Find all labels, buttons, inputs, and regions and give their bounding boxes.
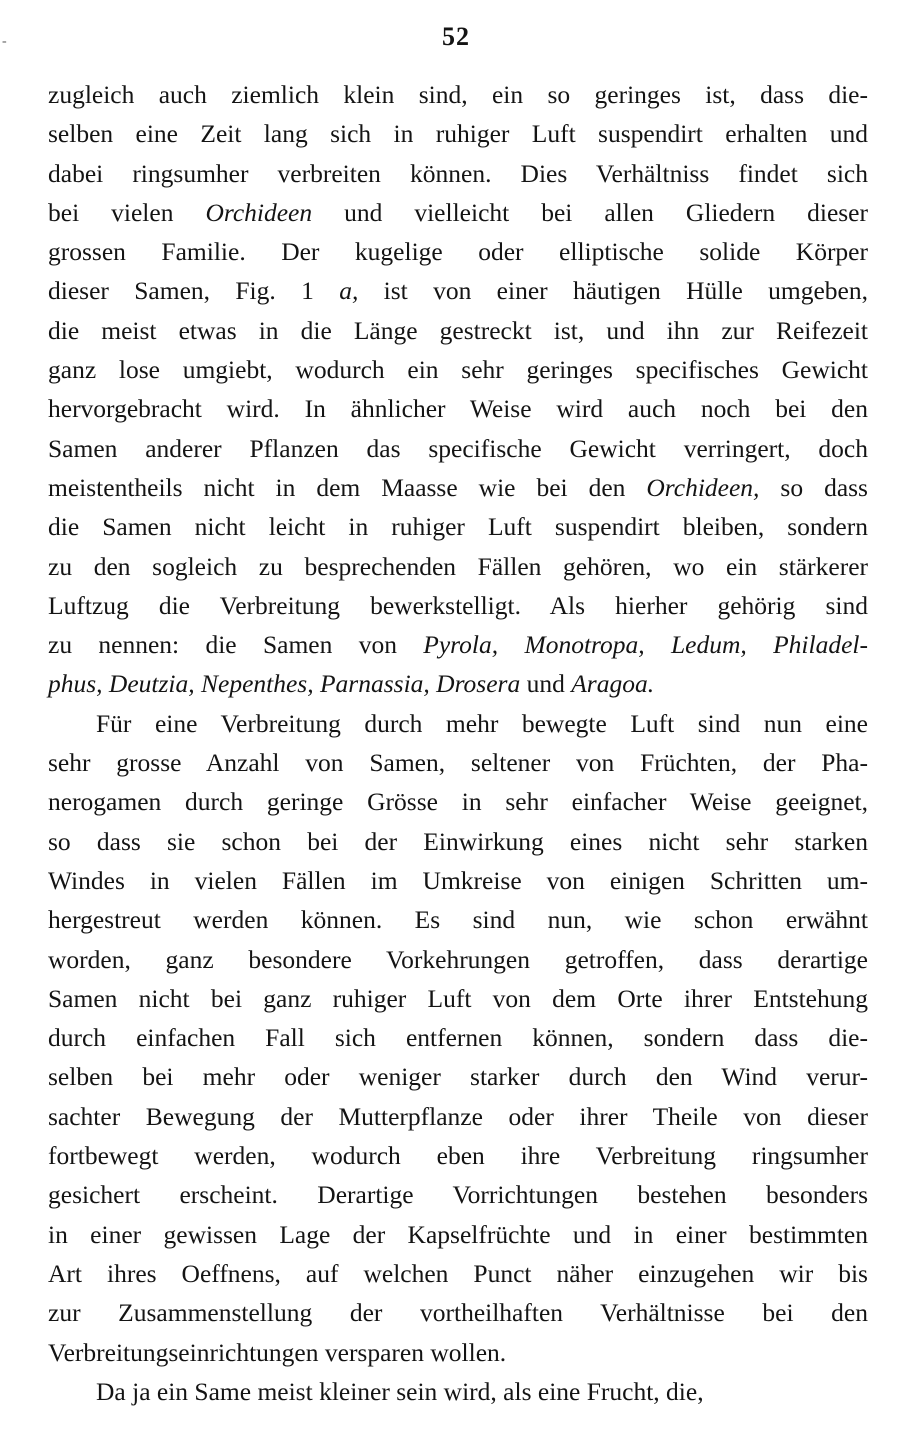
text-line [48,1254,868,1293]
text-run: die meist etwas in die Länge gestreckt ist, und ihn zur Reifezeit [48,315,868,345]
text-line [48,1293,868,1332]
text-run: Luftzug die Verbreitung bewerkstelligt. Als hierher gehörig sind [48,590,868,620]
text-line [48,664,868,703]
text-run: dabei ringsumher verbreiten können. Dies Verhältniss findet sich [48,158,868,188]
text-run: zu nennen: die Samen von [48,630,424,660]
text-run: Da ja ein Same meist kleiner sein wird, als eine Frucht, die, [96,1376,704,1406]
text-run: Art ihres Oeffnens, auf welchen Punct näher einzugehen wir bis [48,1258,868,1288]
italic-term: Orchideen, [646,472,760,502]
text-run: in einer gewissen Lage der Kapselfrüchte und in einer bestimmten [48,1219,868,1249]
text-run: durch einfachen Fall sich entfernen können, sondern dass die- [48,1023,868,1053]
text-run: sehr grosse Anzahl von Samen, seltener von Früchten, der Pha- [48,748,868,778]
text-line [48,271,868,310]
text-run: die Samen nicht leicht in ruhiger Luft suspendirt bleiben, sondern [48,512,868,542]
text-line [48,193,868,232]
text-run: meistentheils nicht in dem Maasse wie bei den [48,472,647,502]
paragraph [48,704,868,1372]
text-line [48,743,868,782]
text-line [48,940,868,979]
text-line [48,154,868,193]
text-line [48,507,868,546]
text-run: zugleich auch ziemlich klein sind, ein so geringes ist, dass die- [48,80,868,109]
text-line [48,1097,868,1136]
text-line [48,389,868,428]
text-line [48,1175,868,1214]
text-run: nerogamen durch geringe Grösse in sehr einfacher Weise geeignet, [48,787,868,817]
text-run: Verbreitungseinrichtungen versparen wollen. [48,1337,507,1367]
text-run: Samen anderer Pflanzen das specifische Gewicht verringert, doch [48,433,868,463]
text-line [48,311,868,350]
text-run: fortbewegt werden, wodurch eben ihre Verbreitung ringsumher [48,1141,868,1171]
text-line [48,429,868,468]
text-line [48,979,868,1018]
text-run: dieser Samen, Fig. 1 [48,276,340,306]
text-line [48,547,868,586]
text-run: zur Zusammenstellung der vortheilhaften Verhältnisse bei den [48,1298,868,1328]
text-run: gesichert erscheint. Derartige Vorrichtungen bestehen besonders [48,1180,868,1210]
text-line [48,861,868,900]
text-run: selben bei mehr oder weniger starker durch den Wind verur- [48,1062,868,1092]
text-run: zu den sogleich zu besprechenden Fällen gehören, wo ein stärkerer [48,551,868,581]
text-run: grossen Familie. Der kugelige oder elliptische solide Körper [48,237,868,267]
text-line [48,350,868,389]
paragraph [48,1372,868,1411]
text-run: und [520,669,572,699]
text-line [48,704,868,743]
text-line [48,232,868,271]
text-line [48,900,868,939]
text-run: selben eine Zeit lang sich in ruhiger Luft suspendirt erhalten und [48,119,868,149]
text-run: ganz lose umgiebt, wodurch ein sehr geringes specifisches Gewicht [48,355,868,385]
text-line [48,1057,868,1096]
text-run: hervorgebracht wird. In ähnlicher Weise wird auch noch bei den [48,394,868,424]
text-run: worden, ganz besondere Vorkehrungen getroffen, dass derartige [48,944,868,974]
text-line [48,1372,868,1411]
text-line [48,1136,868,1175]
italic-term: phus, Deutzia, Nepenthes, Parnassia, Drosera [48,669,521,699]
text-line [48,782,868,821]
text-run: hergestreut werden können. Es sind nun, wie schon erwähnt [48,905,868,935]
page-number: 52 [442,22,470,51]
text-run: ist von einer häutigen Hülle umgeben, [358,276,868,306]
text-run: Windes in vielen Fällen im Umkreise von einigen Schritten um- [48,865,868,895]
text-run: Samen nicht bei ganz ruhiger Luft von dem Orte ihrer Entstehung [48,983,868,1013]
italic-term: Pyrola, Monotropa, Ledum, Philadel- [423,630,868,660]
text-run: bei vielen [48,197,206,227]
text-line [48,468,868,507]
paragraph [48,75,868,704]
text-line [48,625,868,664]
text-line [48,114,868,153]
text-run: und vielleicht bei allen Gliedern dieser [312,197,868,227]
text-line [48,822,868,861]
body-text [48,75,868,1411]
italic-term: Aragoa. [571,669,655,699]
margin-mark: - [2,34,7,49]
text-run: so dass [759,472,868,502]
italic-term: a, [339,276,359,306]
text-run: Für eine Verbreitung durch mehr bewegte Luft sind nun eine [96,708,868,738]
text-line [48,1333,868,1372]
italic-term: Orchideen [205,197,313,227]
text-line [48,75,868,114]
text-line [48,1018,868,1057]
text-line [48,586,868,625]
text-line [48,1215,868,1254]
text-run: sachter Bewegung der Mutterpflanze oder ihrer Theile von dieser [48,1101,868,1131]
text-run: so dass sie schon bei der Einwirkung eines nicht sehr starken [48,826,868,856]
